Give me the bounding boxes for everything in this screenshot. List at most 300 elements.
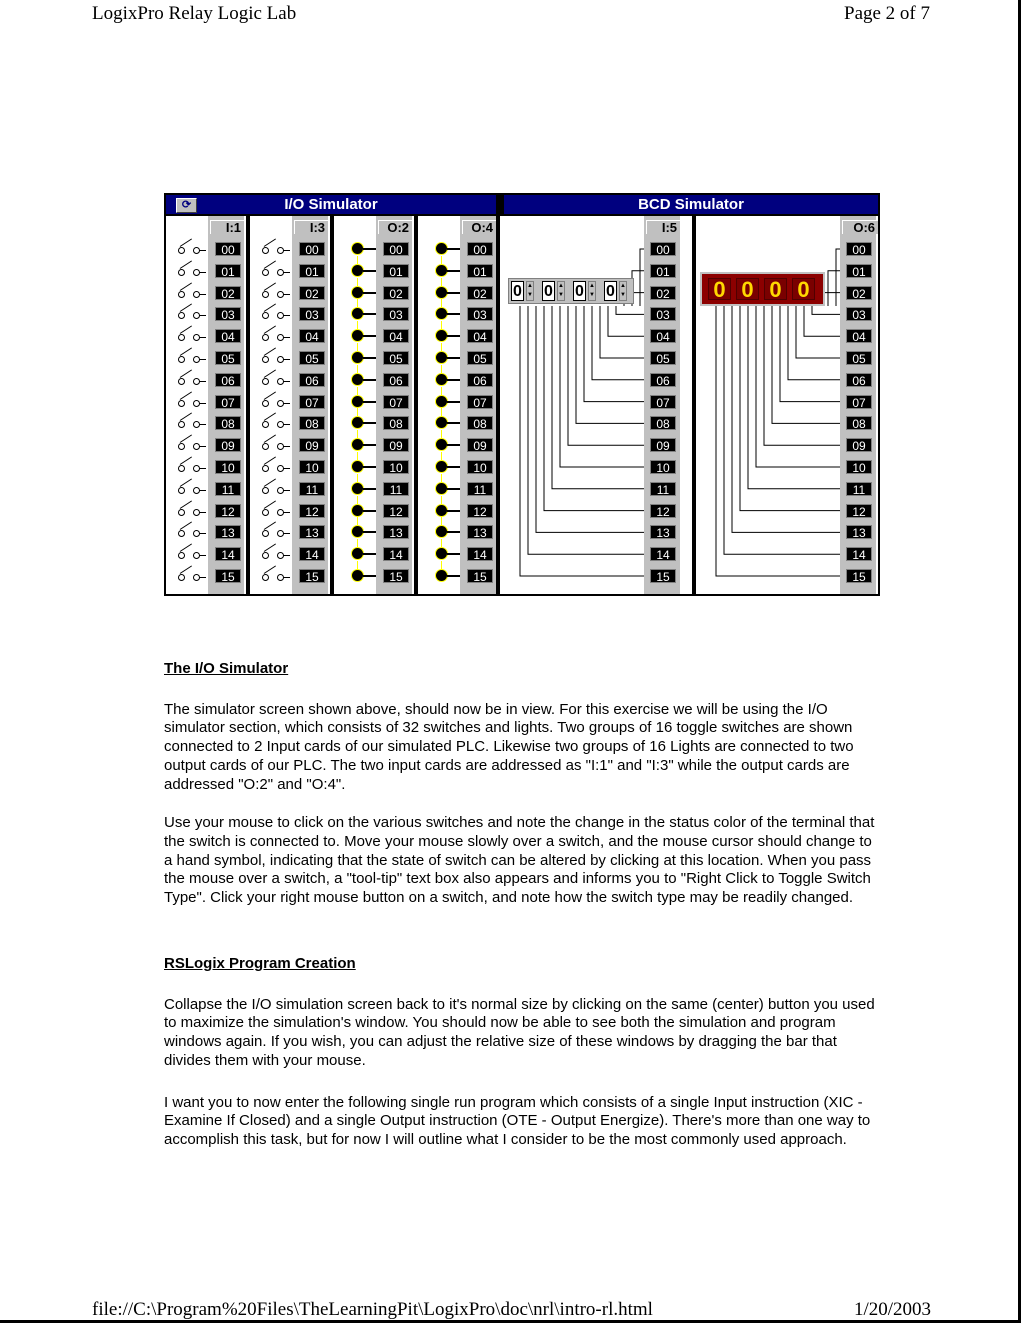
- lamp-rail: [357, 517, 358, 525]
- output-bit-address: 13: [846, 525, 872, 539]
- heading-rslogix: RSLogix Program Creation: [164, 955, 356, 972]
- switch-arm: [264, 478, 276, 486]
- toggle-switch[interactable]: [258, 502, 290, 516]
- lamp-icon: [346, 525, 376, 539]
- bcd-input-wire: [536, 306, 650, 532]
- lamp-lead: [363, 270, 376, 272]
- bit-address: 11: [299, 482, 325, 496]
- switch-arm: [180, 369, 192, 377]
- switch-lead: [199, 272, 206, 273]
- lamp-rail: [441, 256, 442, 264]
- lamp-lead: [363, 335, 376, 337]
- lamp-icon: [346, 329, 376, 343]
- lamp-bulb: [352, 287, 363, 298]
- toggle-switch[interactable]: [258, 458, 290, 472]
- switch-arm: [180, 478, 192, 486]
- lamp-icon: [430, 373, 460, 387]
- toggle-switch[interactable]: [258, 284, 290, 298]
- switch-lead: [199, 294, 206, 295]
- lamp-lead: [363, 401, 376, 403]
- toggle-switch[interactable]: [174, 284, 206, 298]
- switch-terminal: [262, 247, 269, 254]
- switch-lead: [283, 359, 290, 360]
- lamp-rail: [441, 408, 442, 416]
- bit-address: 01: [215, 264, 241, 278]
- switch-arm: [180, 347, 192, 355]
- lamp-bulb: [436, 330, 447, 341]
- lamp-bulb: [352, 417, 363, 428]
- output-bit-address: 03: [846, 307, 872, 321]
- switch-arm: [264, 522, 276, 530]
- switch-arm: [180, 304, 192, 312]
- lamp-icon: [430, 482, 460, 496]
- switch-arm: [180, 391, 192, 399]
- lamp-rail: [357, 278, 358, 286]
- lamp-lead: [363, 292, 376, 294]
- bit-address: 15: [383, 569, 409, 583]
- output-bit-address: 08: [846, 416, 872, 430]
- switch-arm: [264, 326, 276, 334]
- input-bit-address: 04: [650, 329, 676, 343]
- output-bit-address: 02: [846, 286, 872, 300]
- lamp-bulb: [436, 352, 447, 363]
- bit-address: 02: [467, 286, 493, 300]
- switch-arm: [180, 544, 192, 552]
- toggle-switch[interactable]: [174, 414, 206, 428]
- input-bit-address: 10: [650, 460, 676, 474]
- switch-lead: [283, 250, 290, 251]
- thumbwheel-digit[interactable]: 0: [604, 281, 617, 301]
- lamp-icon: [430, 307, 460, 321]
- switch-lead: [283, 555, 290, 556]
- thumbwheel-spinner[interactable]: ▲ ▼: [588, 281, 596, 301]
- lamp-icon: [430, 416, 460, 430]
- switch-arm: [264, 544, 276, 552]
- toggle-switch[interactable]: [258, 436, 290, 450]
- bit-address: 03: [215, 307, 241, 321]
- bcd-input-wire: [568, 306, 650, 445]
- lamp-bulb: [436, 483, 447, 494]
- switch-lead: [199, 490, 206, 491]
- switch-terminal: [262, 574, 269, 581]
- switch-lead: [199, 381, 206, 382]
- bit-address: 06: [383, 373, 409, 387]
- lamp-bulb: [352, 396, 363, 407]
- bit-address: 11: [215, 482, 241, 496]
- thumbwheel-digit[interactable]: 0: [573, 281, 586, 301]
- lamp-icon: [430, 395, 460, 409]
- lamp-rail: [357, 387, 358, 395]
- thumbwheel-digit[interactable]: 0: [511, 281, 524, 301]
- bit-address: 10: [383, 460, 409, 474]
- lamp-bulb: [352, 483, 363, 494]
- lamp-bulb: [352, 526, 363, 537]
- switch-terminal: [178, 465, 185, 472]
- card-label: O:2: [378, 220, 412, 234]
- bit-address: 07: [383, 395, 409, 409]
- bit-address: 12: [299, 504, 325, 518]
- lamp-bulb: [436, 461, 447, 472]
- switch-arm: [180, 522, 192, 530]
- lamp-icon: [346, 438, 376, 452]
- led-digit: 0: [792, 278, 815, 300]
- bit-address: 08: [215, 416, 241, 430]
- lamp-icon: [346, 307, 376, 321]
- lamp-bulb: [352, 505, 363, 516]
- bit-address: 09: [383, 438, 409, 452]
- bit-address: 15: [467, 569, 493, 583]
- lamp-icon: [430, 329, 460, 343]
- bit-address: 02: [299, 286, 325, 300]
- bit-address: 09: [467, 438, 493, 452]
- bcd-panel: [500, 216, 878, 594]
- switch-arm: [264, 565, 276, 573]
- card-label-o6: O:6: [842, 220, 878, 234]
- bit-address: 00: [215, 242, 241, 256]
- switch-arm: [264, 413, 276, 421]
- toggle-switch[interactable]: [258, 414, 290, 428]
- lamp-lead: [363, 488, 376, 490]
- switch-terminal: [262, 465, 269, 472]
- bcd-input-wire: [560, 306, 650, 467]
- lamp-lead: [363, 510, 376, 512]
- input-bit-address: 12: [650, 504, 676, 518]
- lamp-bulb: [352, 308, 363, 319]
- io-simulator-title: I/O Simulator: [284, 196, 378, 213]
- toggle-switch[interactable]: [174, 327, 206, 341]
- input-bit-address: 08: [650, 416, 676, 430]
- switch-lead: [199, 468, 206, 469]
- toggle-switch[interactable]: [258, 480, 290, 494]
- bit-address: 05: [467, 351, 493, 365]
- footer-path: file://C:\Program%20Files\TheLearningPit\LogixPro\doc\nrl\intro-rl.html: [92, 1299, 653, 1320]
- bit-address: 07: [467, 395, 493, 409]
- lamp-icon: [430, 569, 460, 583]
- toggle-switch[interactable]: [174, 262, 206, 276]
- lamp-bulb: [352, 548, 363, 559]
- lamp-icon: [346, 373, 376, 387]
- switch-arm: [264, 500, 276, 508]
- switch-lead: [283, 577, 290, 578]
- switch-lead: [283, 272, 290, 273]
- lamp-rail: [441, 561, 442, 569]
- bcd-input-wire: [592, 306, 650, 380]
- toggle-switch[interactable]: [258, 523, 290, 537]
- switch-arm: [180, 282, 192, 290]
- switch-lead: [283, 381, 290, 382]
- lamp-rail: [357, 256, 358, 264]
- lamp-bulb: [436, 570, 447, 581]
- lamp-icon: [346, 569, 376, 583]
- toggle-switch[interactable]: [258, 349, 290, 363]
- lamp-icon: [346, 351, 376, 365]
- switch-lead: [199, 446, 206, 447]
- input-bit-address: 06: [650, 373, 676, 387]
- bit-address: 03: [383, 307, 409, 321]
- lamp-icon: [430, 525, 460, 539]
- output-bit-address: 09: [846, 438, 872, 452]
- bit-address: 04: [215, 329, 241, 343]
- bit-address: 13: [215, 525, 241, 539]
- switch-terminal: [178, 509, 185, 516]
- lamp-lead: [447, 531, 460, 533]
- toggle-switch[interactable]: [258, 305, 290, 319]
- bcd-output-wire: [788, 306, 846, 380]
- lamp-lead: [363, 575, 376, 577]
- switch-arm: [180, 413, 192, 421]
- lamp-rail: [441, 321, 442, 329]
- switch-terminal: [178, 334, 185, 341]
- toggle-switch[interactable]: [258, 240, 290, 254]
- switch-lead: [199, 555, 206, 556]
- thumbwheel-spinner[interactable]: ▲ ▼: [526, 281, 534, 301]
- bcd-simulator-title: BCD Simulator: [638, 196, 744, 213]
- switch-terminal: [178, 312, 185, 319]
- bcd-divider: [692, 216, 696, 594]
- bcd-input-wire: [576, 306, 650, 423]
- toggle-switch[interactable]: [174, 545, 206, 559]
- lamp-bulb: [436, 548, 447, 559]
- switch-lead: [199, 359, 206, 360]
- lamp-lead: [447, 488, 460, 490]
- lamp-bulb: [352, 265, 363, 276]
- lamp-icon: [346, 460, 376, 474]
- lamp-icon: [346, 242, 376, 256]
- switch-terminal: [178, 247, 185, 254]
- switch-lead: [199, 512, 206, 513]
- lamp-lead: [363, 531, 376, 533]
- toggle-switch[interactable]: [258, 545, 290, 559]
- input-bit-address: 00: [650, 242, 676, 256]
- column-divider: [246, 216, 250, 594]
- switch-terminal: [178, 269, 185, 276]
- bit-address: 07: [299, 395, 325, 409]
- switch-terminal: [262, 443, 269, 450]
- output-bit-address: 06: [846, 373, 872, 387]
- toggle-switch[interactable]: [258, 371, 290, 385]
- input-bit-address: 14: [650, 547, 676, 561]
- led-digit: 0: [764, 278, 787, 300]
- bit-address: 00: [299, 242, 325, 256]
- lamp-icon: [430, 438, 460, 452]
- toggle-switch[interactable]: [258, 327, 290, 341]
- lamp-lead: [363, 444, 376, 446]
- bit-address: 10: [299, 460, 325, 474]
- switch-terminal: [178, 421, 185, 428]
- lamp-icon: [430, 242, 460, 256]
- lamp-lead: [447, 401, 460, 403]
- lamp-bulb: [436, 526, 447, 537]
- lamp-rail: [357, 430, 358, 438]
- switch-arm: [180, 260, 192, 268]
- switch-lead: [199, 533, 206, 534]
- output-bit-address: 07: [846, 395, 872, 409]
- output-bit-address: 05: [846, 351, 872, 365]
- lamp-rail: [441, 278, 442, 286]
- switch-arm: [180, 456, 192, 464]
- bcd-output-wire: [732, 306, 846, 532]
- lamp-bulb: [436, 265, 447, 276]
- lamp-icon: [346, 416, 376, 430]
- lamp-lead: [363, 313, 376, 315]
- switch-terminal: [262, 400, 269, 407]
- lamp-icon: [346, 547, 376, 561]
- bit-address: 02: [383, 286, 409, 300]
- toggle-switch[interactable]: [174, 502, 206, 516]
- lamp-rail: [441, 387, 442, 395]
- input-bit-address: 03: [650, 307, 676, 321]
- toggle-switch[interactable]: [174, 567, 206, 581]
- toggle-switch[interactable]: [174, 523, 206, 537]
- lamp-lead: [447, 270, 460, 272]
- toggle-switch[interactable]: [258, 393, 290, 407]
- column-divider: [414, 216, 418, 594]
- switch-lead: [199, 337, 206, 338]
- bcd-input-thumbwheel[interactable]: [508, 278, 634, 304]
- lamp-rail: [441, 539, 442, 547]
- switch-lead: [283, 512, 290, 513]
- card-label-i5: I:5: [646, 220, 680, 234]
- input-bit-address: 11: [650, 482, 676, 496]
- lamp-lead: [447, 292, 460, 294]
- switch-lead: [199, 250, 206, 251]
- thumbwheel-spinner[interactable]: ▲ ▼: [557, 281, 565, 301]
- switch-terminal: [178, 291, 185, 298]
- switch-lead: [283, 468, 290, 469]
- card-label: I:3: [294, 220, 328, 234]
- lamp-lead: [447, 313, 460, 315]
- lamp-lead: [447, 553, 460, 555]
- switch-terminal: [178, 356, 185, 363]
- bit-address: 10: [215, 460, 241, 474]
- switch-arm: [180, 565, 192, 573]
- switch-terminal: [262, 312, 269, 319]
- bcd-input-wire: [552, 306, 650, 489]
- switch-lead: [283, 533, 290, 534]
- lamp-rail: [357, 496, 358, 504]
- switch-terminal: [178, 443, 185, 450]
- toggle-switch[interactable]: [258, 567, 290, 581]
- output-bit-address: 15: [846, 569, 872, 583]
- bit-address: 00: [383, 242, 409, 256]
- lamp-bulb: [436, 374, 447, 385]
- switch-lead: [283, 315, 290, 316]
- simulator-screenshot: [164, 193, 880, 596]
- output-bit-address: 04: [846, 329, 872, 343]
- toggle-switch[interactable]: [258, 262, 290, 276]
- switch-lead: [199, 424, 206, 425]
- toggle-switch[interactable]: [174, 240, 206, 254]
- lamp-icon: [346, 482, 376, 496]
- bit-address: 09: [215, 438, 241, 452]
- header-title: LogixPro Relay Logic Lab: [92, 3, 297, 24]
- bcd-output-display: [700, 272, 825, 306]
- column-divider: [330, 216, 334, 594]
- thumbwheel-spinner[interactable]: ▲ ▼: [619, 281, 627, 301]
- lamp-lead: [447, 248, 460, 250]
- switch-lead: [283, 424, 290, 425]
- lamp-rail: [441, 496, 442, 504]
- switch-lead: [199, 315, 206, 316]
- led-digit: 0: [708, 278, 731, 300]
- lamp-rail: [357, 408, 358, 416]
- switch-arm: [264, 347, 276, 355]
- input-bit-address: 15: [650, 569, 676, 583]
- paragraph-rslogix-1: Collapse the I/O simulation screen back to it's normal size by clicking on the same (center) button you used to maximize the simulation's window. You should now be able to see both the simulation and program windows again. If you wish, you can adjust the relative size of these windows by dragging the bar that divides them with your mouse.: [164, 995, 875, 1069]
- bit-address: 01: [467, 264, 493, 278]
- lamp-rail: [441, 365, 442, 373]
- bcd-input-wire: [584, 306, 650, 402]
- thumbwheel-digit[interactable]: 0: [542, 281, 555, 301]
- footer-date: 1/20/2003: [854, 1299, 932, 1320]
- toggle-switch[interactable]: [174, 480, 206, 494]
- lamp-bulb: [352, 243, 363, 254]
- lamp-bulb: [436, 396, 447, 407]
- switch-arm: [180, 500, 192, 508]
- switch-terminal: [262, 269, 269, 276]
- section-io-simulator: [164, 660, 884, 908]
- bcd-output-wire: [724, 306, 846, 554]
- lamp-rail: [441, 299, 442, 307]
- switch-terminal: [178, 552, 185, 559]
- switch-lead: [283, 403, 290, 404]
- toggle-switch[interactable]: [174, 305, 206, 319]
- bit-address: 09: [299, 438, 325, 452]
- switch-terminal: [262, 421, 269, 428]
- lamp-bulb: [436, 308, 447, 319]
- bit-address: 15: [215, 569, 241, 583]
- bit-address: 11: [467, 482, 493, 496]
- bit-address: 12: [467, 504, 493, 518]
- switch-arm: [180, 238, 192, 246]
- bcd-output-wire: [764, 306, 846, 445]
- toggle-switch[interactable]: [174, 436, 206, 450]
- bit-address: 08: [383, 416, 409, 430]
- lamp-bulb: [352, 439, 363, 450]
- switch-lead: [199, 403, 206, 404]
- lamp-rail: [441, 452, 442, 460]
- io-panel: [166, 216, 496, 594]
- bcd-output-wire: [780, 306, 846, 402]
- switch-arm: [264, 435, 276, 443]
- bcd-input-wire: [528, 306, 650, 554]
- toggle-switch[interactable]: [174, 393, 206, 407]
- lamp-bulb: [436, 287, 447, 298]
- lamp-icon: [430, 264, 460, 278]
- lamp-rail: [357, 321, 358, 329]
- switch-terminal: [262, 552, 269, 559]
- toggle-switch[interactable]: [174, 458, 206, 472]
- toggle-switch[interactable]: [174, 349, 206, 363]
- switch-terminal: [178, 574, 185, 581]
- bit-address: 03: [467, 307, 493, 321]
- bit-address: 13: [467, 525, 493, 539]
- lamp-icon: [430, 547, 460, 561]
- bit-address: 07: [215, 395, 241, 409]
- lamp-icon: [430, 460, 460, 474]
- paragraph-io-2: Use your mouse to click on the various switches and note the change in the status color of the terminal that the switch is connected to. Move your mouse slowly over a switch, and the mouse cursor should change to a hand symbol, indicating that the state of switch can be altered by clicking at this location. When you pass the mouse over a switch, a "tool-tip" text box also appears and informs you to "Right Click to Toggle Switch Type". Click your right mouse button on a switch, and note how the switch type may be readily changed.: [164, 814, 875, 907]
- switch-terminal: [262, 487, 269, 494]
- bit-address: 14: [215, 547, 241, 561]
- lamp-bulb: [436, 505, 447, 516]
- switch-arm: [264, 282, 276, 290]
- lamp-icon: [346, 504, 376, 518]
- maximize-button[interactable]: ⟳: [176, 198, 197, 213]
- bcd-simulator-titlebar: [504, 195, 878, 214]
- switch-lead: [283, 446, 290, 447]
- toggle-switch[interactable]: [174, 371, 206, 385]
- bit-address: 00: [467, 242, 493, 256]
